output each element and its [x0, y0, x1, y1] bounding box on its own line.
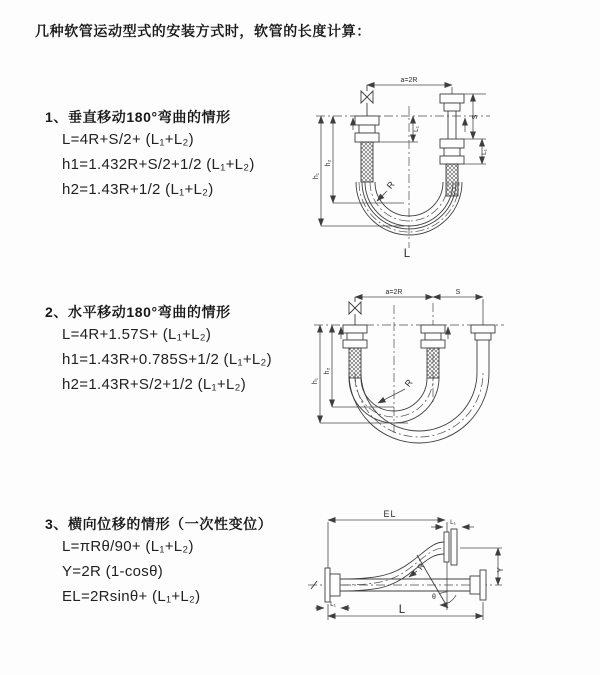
section-vertical-movement: [45, 107, 255, 202]
formula-length: L=4R+1.57S+ (L₁+L₂): [62, 326, 212, 343]
dimension-l1-left: [379, 116, 420, 142]
right-fitting-positions: [440, 94, 464, 196]
dim-label-s: S: [455, 289, 461, 296]
diagram-lateral-displacement: [298, 498, 600, 647]
upper-flange: [444, 529, 457, 565]
formula-h2: h2=1.43R+1/2 (L₁+L₂): [62, 181, 214, 198]
dim-label-l1-left: L₁: [413, 126, 420, 132]
radius-callout: [377, 179, 397, 201]
dim-label-h2: h₂: [324, 367, 331, 375]
radius-callout: [378, 377, 415, 403]
dim-label-a2r: a=2R: [385, 289, 403, 296]
dim-label-l1-top: L₁: [450, 519, 456, 526]
dimension-l-bottom: [328, 602, 483, 620]
dim-label-y: Y: [496, 567, 505, 573]
dim-label-l1-right: L₁: [481, 149, 488, 155]
dim-label-a2r: a=2R: [400, 77, 418, 84]
dim-label-el: EL: [383, 509, 397, 519]
left-flange: [325, 568, 340, 602]
dimension-a2r-s: [355, 289, 483, 325]
left-fitting: [343, 325, 367, 378]
diagram-horizontal-180-bend: [308, 283, 600, 471]
radius-callout: [409, 561, 426, 577]
section-1-heading: 1、垂直移动180°弯曲的情形: [45, 109, 231, 125]
dim-label-s: S: [472, 114, 479, 120]
formula-h1: h1=1.432R+S/2+1/2 (L₁+L₂): [62, 156, 255, 173]
hose-s-curve: [340, 542, 444, 591]
page-title: 几种软管运动型式的安装方式时，软管的长度计算：: [35, 23, 371, 39]
valve-icon: [361, 85, 373, 116]
dimension-el: [328, 509, 447, 610]
dimension-h1-h2: [313, 116, 404, 226]
dim-label-l: L: [403, 248, 411, 260]
dim-label-h1: h₁: [313, 172, 320, 180]
dim-label-h1: h₁: [312, 377, 319, 385]
section-lateral-displacement: [45, 514, 272, 609]
formula-y: Y=2R (1-cosθ): [62, 563, 164, 580]
hose-bend-arcs: [349, 340, 489, 443]
dimension-s-l1-right: [458, 94, 488, 164]
formula-length: L=4R+S/2+ (L₁+L₂): [62, 131, 194, 148]
section-3-heading: 3、横向位移的情形（一次性变位）: [45, 516, 273, 532]
dim-label-h2: h₂: [325, 159, 332, 167]
formula-h2: h2=1.43R+S/2+1/2 (L₁+L₂): [62, 376, 247, 393]
valve-icon: [349, 297, 361, 325]
dim-label-l1-left: L₁: [330, 601, 336, 608]
left-fitting: [355, 116, 379, 182]
section-2-heading: 2、水平移动180°弯曲的情形: [45, 304, 231, 320]
centerlines: [316, 106, 490, 248]
dim-label-theta: θ: [432, 594, 436, 601]
dimension-l1-left: [315, 601, 350, 608]
dim-label-l: L: [398, 604, 406, 616]
formula-el: EL=2Rsinθ+ (L₁+L₂): [62, 588, 201, 605]
dim-label-r: R: [402, 377, 415, 389]
section-horizontal-movement: [45, 302, 272, 397]
right-fitting-moved-position: [471, 325, 495, 340]
diagram-vertical-180-bend: [308, 70, 600, 262]
formula-h1: h1=1.43R+0.785S+1/2 (L₁+L₂): [62, 351, 272, 368]
dimension-a2r: [367, 77, 452, 94]
centerlines: [314, 303, 504, 433]
middle-fitting: [421, 325, 445, 378]
dim-label-r: R: [384, 179, 397, 191]
dim-label-r: R: [415, 561, 427, 572]
formula-length: L=πRθ/90+ (L₁+L₂): [62, 538, 194, 555]
